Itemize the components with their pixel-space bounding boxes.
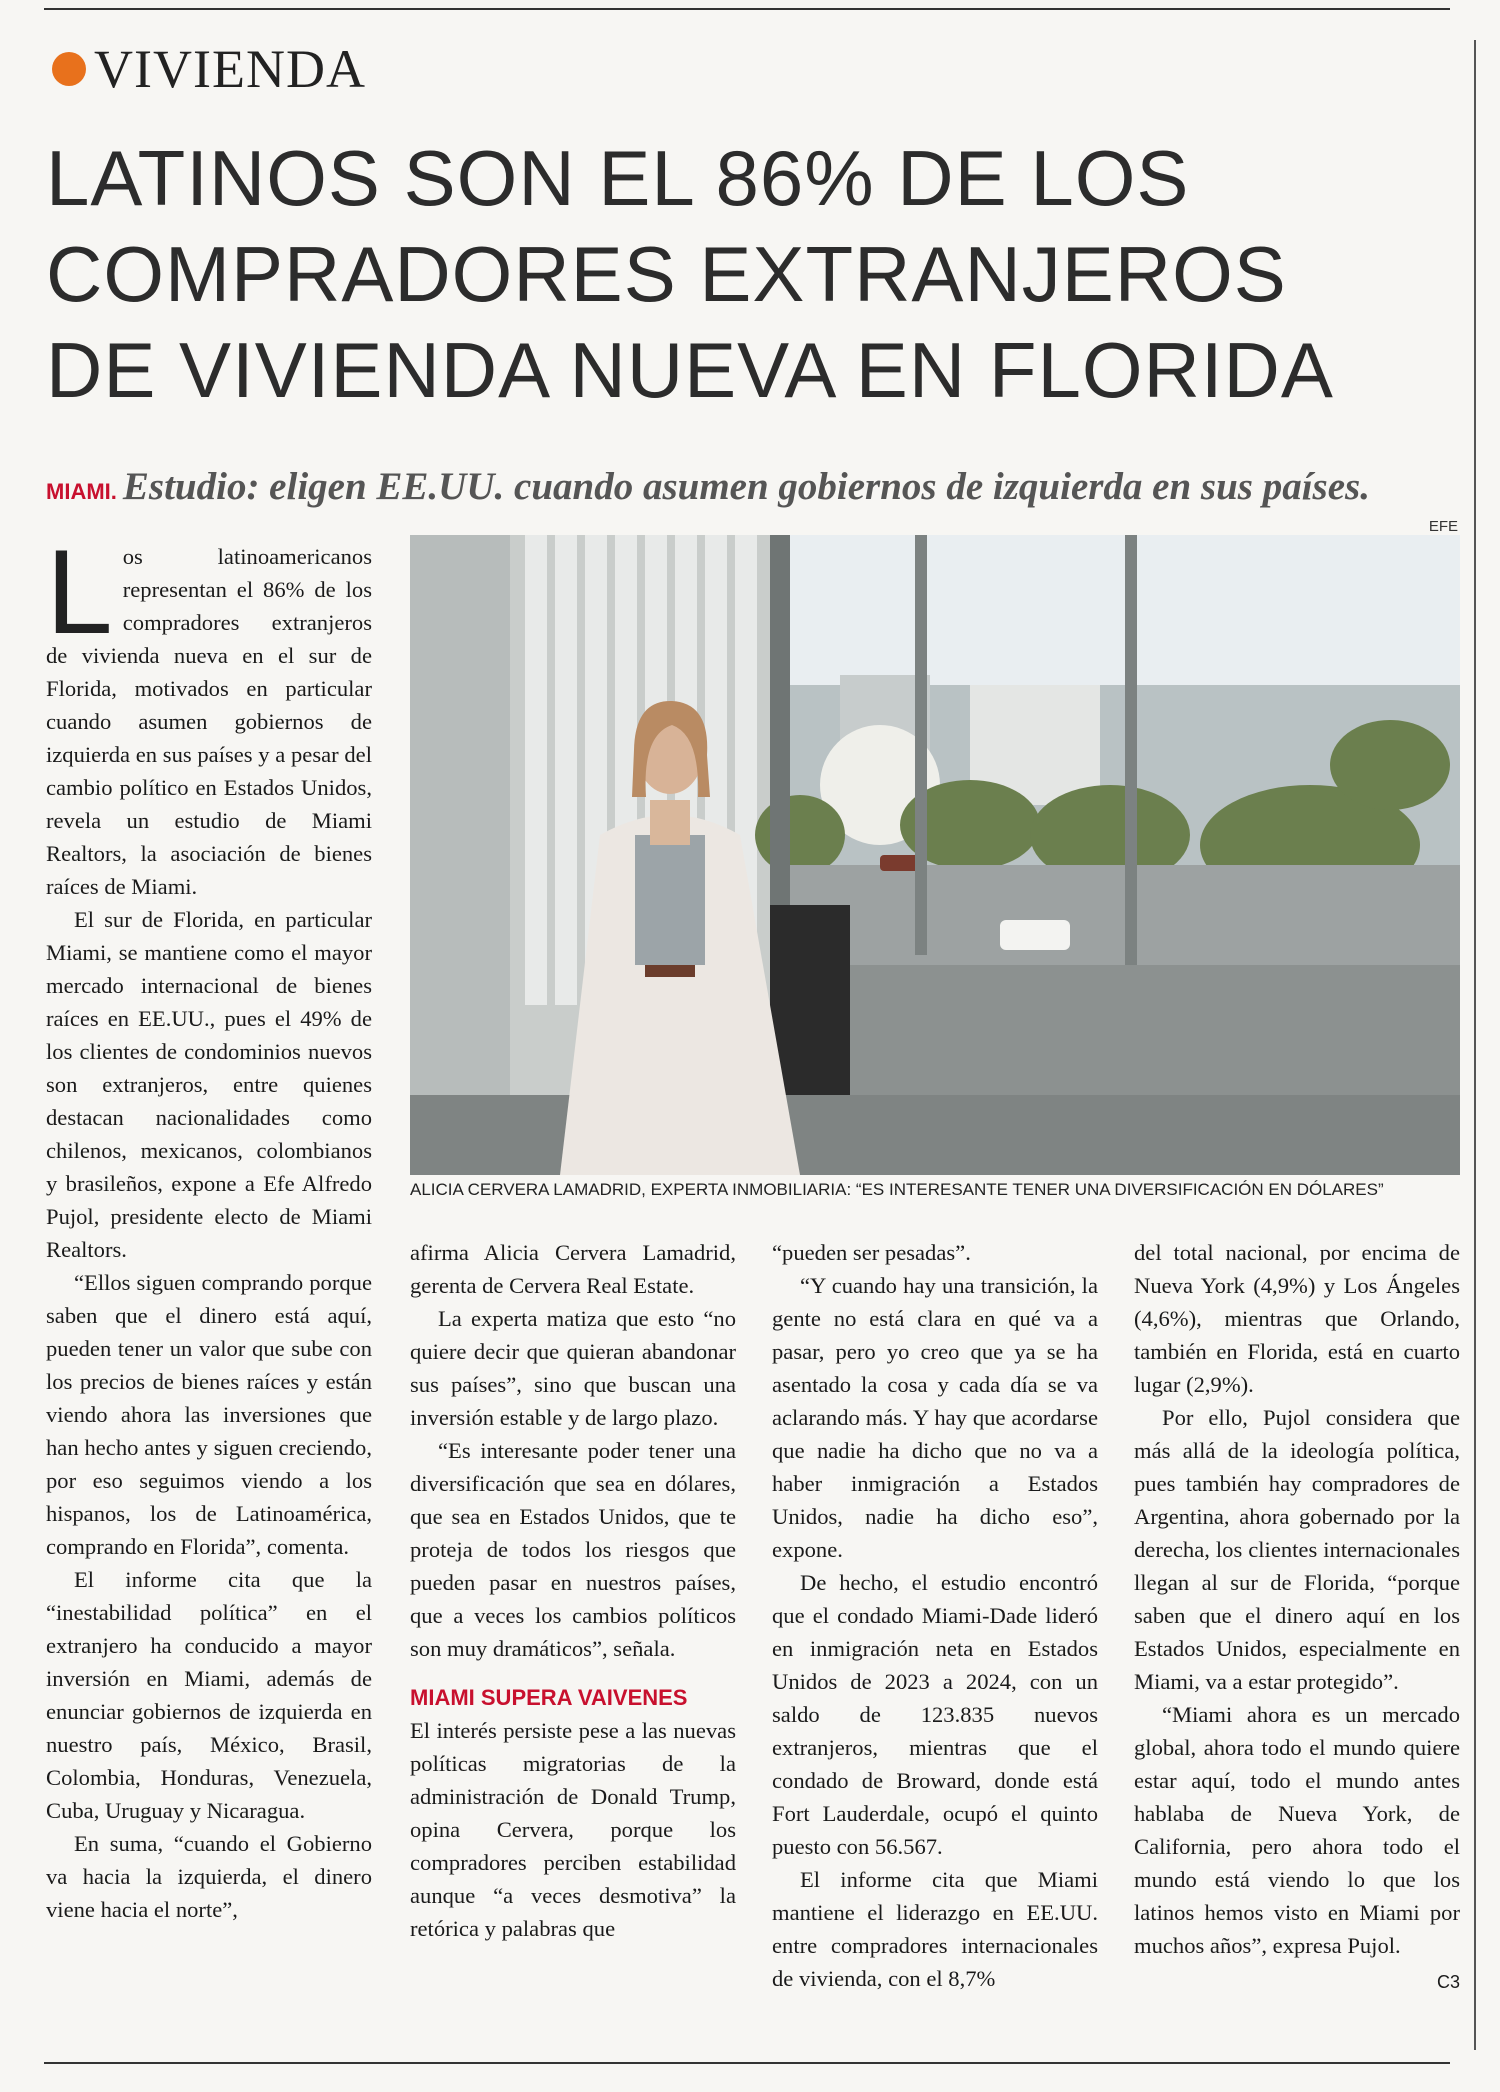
paragraph: “Miami ahora es un mercado global, ahora todo el mundo quiere estar aquí, todo el mundo antes hablaba de Nueva York, de California, pero ahora todo el mundo está viendo lo que los latinos hemos visto en Miami por muchos años”, expresa Pujol. — [1134, 1702, 1460, 1958]
paragraph — [46, 525, 372, 903]
paragraph: “Y cuando hay una transición, la gente no está clara en qué va a pasar, pero yo creo que ya se ha asentado la cosa y cada día se va aclarando más. Y hay que acordarse que nadie ha dicho que no va a haber inmigración a Estados Unidos, nadie ha dicho eso”, expone. — [772, 1273, 1098, 1562]
paragraph: Por ello, Pujol considera que más allá de la ideología política, pues también hay compradores de Argentina, ahora gobernado por la derecha, los clientes internacionales llegan al sur de Florida, “porque saben que el dinero aquí en los Estados Unidos, especialmente en Miami, va a estar protegido”. — [1134, 1405, 1460, 1694]
paragraph: El informe cita que la “inestabilidad política” en el extranjero ha conducido a mayor inversión en Miami, además de enunciar gobiernos de izquierda en nuestro país, México, Brasil, Colombia, Honduras, Venezuela, Cuba, Uruguay y Nicaragua. — [46, 1567, 372, 1823]
paragraph: afirma Alicia Cervera Lamadrid, gerenta de Cervera Real Estate. — [410, 1240, 736, 1298]
photo-credit: EFE — [1428, 518, 1458, 535]
article-column-1 — [46, 525, 372, 1926]
subheading: MIAMI SUPERA VAIVENES — [410, 1685, 688, 1710]
paragraph: “Ellos siguen comprando porque saben que el dinero está aquí, pueden tener un valor que sube con los precios de bienes raíces y están viendo ahora las inversiones que han hecho antes y siguen creciendo, por eso seguimos viendo a los hispanos, los de Latinoamérica, comprando en Florida”, comenta. — [46, 1270, 372, 1559]
article-photo — [410, 535, 1460, 1175]
article-column-2 — [410, 1236, 736, 1945]
photo-caption: ALICIA CERVERA LAMADRID, EXPERTA INMOBILIARIA: “ES INTERESANTE TENER UNA DIVERSIFICACIÓN EN DÓLARES” — [410, 1180, 1384, 1199]
bottom-rule — [44, 2062, 1450, 2064]
deck: Estudio: eligen EE.UU. cuando asumen gobiernos de izquierda en sus países. — [122, 465, 1370, 508]
photo-illustration — [410, 535, 1460, 1175]
paragraph: De hecho, el estudio encontró que el condado Miami-Dade lideró en inmigración neta en Estados Unidos de 2023 a 2024, con un saldo de 123.835 nuevos extranjeros, mientras que el condado de Broward, donde está Fort Lauderdale, ocupó el quinto puesto con 56.567. — [772, 1570, 1098, 1859]
drop-cap: L — [46, 525, 113, 659]
top-rule — [44, 8, 1450, 10]
section-bullet-icon — [52, 52, 86, 86]
article-column-3 — [772, 1236, 1098, 1995]
section-label — [52, 38, 366, 100]
paragraph-text: os latinoamericanos representan el 86% de los compradores extranjeros de vivienda nueva en el sur de Florida, motivados en particular cuando asumen gobiernos de izquierda en sus países y a pesar del cambio político en Estados Unidos, revela un estudio de Miami Realtors, la asociación de bienes raíces de Miami. — [46, 544, 372, 899]
section-name: VIVIENDA — [94, 39, 366, 99]
dateline: MIAMI. — [46, 479, 117, 504]
headline-line-3: DE VIVIENDA NUEVA EN FLORIDA — [46, 326, 1334, 414]
paragraph: “pueden ser pesadas”. — [772, 1240, 971, 1265]
subhead — [46, 464, 1466, 509]
end-mark: C3 — [1436, 1972, 1460, 1992]
paragraph: El interés persiste pese a las nuevas políticas migratorias de la administración de Donald Trump, opina Cervera, porque los compradores perciben estabilidad aunque “a veces desmotiva” la retórica y palabras que — [410, 1718, 736, 1941]
paragraph: El informe cita que Miami mantiene el liderazgo en EE.UU. entre compradores internacionales de vivienda, con el 8,7% — [772, 1867, 1098, 1991]
paragraph: La experta matiza que esto “no quiere decir que quieran abandonar sus países”, sino que buscan una inversión estable y de largo plazo. — [410, 1306, 736, 1430]
paragraph: El sur de Florida, en particular Miami, se mantiene como el mayor mercado internacional de bienes raíces en EE.UU., pues el 49% de los clientes de condominios nuevos son extranjeros, entre quienes destacan nacionalidades como chilenos, mexicanos, colombianos y brasileños, expone a Efe Alfredo Pujol, presidente electo de Miami Realtors. — [46, 907, 372, 1262]
paragraph: del total nacional, por encima de Nueva York (4,9%) y Los Ángeles (4,6%), mientras que Orlando, también en Florida, está en cuarto lugar (2,9%). — [1134, 1240, 1460, 1397]
paragraph: “Es interesante poder tener una diversificación que sea en dólares, que sea en Estados Unidos, que te proteja de todos los riesgos que pueden pasar en nuestros países, que a veces los cambios políticos son muy dramáticos”, señala. — [410, 1438, 736, 1661]
headline-line-2: COMPRADORES EXTRANJEROS — [46, 230, 1287, 318]
paragraph: En suma, “cuando el Gobierno va hacia la izquierda, el dinero viene hacia el norte”, — [46, 1831, 372, 1922]
headline-line-1: LATINOS SON EL 86% DE LOS — [46, 134, 1190, 222]
headline — [46, 130, 1466, 418]
side-rule — [1474, 40, 1476, 2050]
article-column-4 — [1134, 1236, 1460, 1999]
